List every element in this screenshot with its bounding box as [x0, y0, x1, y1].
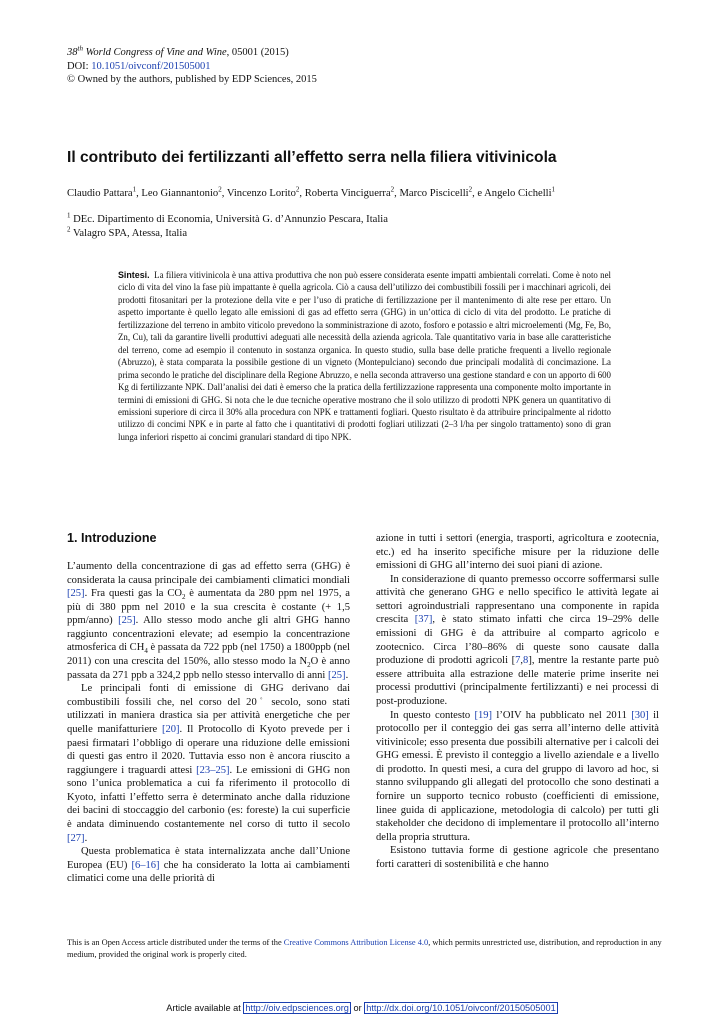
doi-label: DOI: — [67, 60, 92, 72]
edp-link[interactable]: http://oiv.edpsciences.org — [245, 1003, 349, 1013]
paragraph: In questo contesto [19] l’OIV ha pubblicato nel 2011 [30] il protocollo per il conteggio dei gas serra all’interno delle attività vitivinicole; esso presenta due possibili alternative per i calcoli dei GHG emessi. È previsto il conteggio a livello aziendale e a livello di prodotto. In questi mesi, a cura del gruppo di lavoro ad hoc, si stanno sviluppando gli allegati del protocollo che sono destinati a fornire un supporto tecnico robusto (coefficienti di emissione, linee guida di applicazione, metodologia di calcolo) per tutti gli stakeholder che decidono di implementare il protocollo all’interno della propria struttura. — [376, 709, 659, 843]
left-column — [67, 560, 350, 886]
citation-link[interactable]: [25] — [118, 615, 136, 627]
citation-link[interactable]: [27] — [67, 832, 85, 844]
author-name: Leo Giannantonio — [141, 188, 219, 199]
journal-header — [67, 46, 317, 87]
citation-link[interactable]: 8 — [523, 655, 529, 667]
author-name: Roberta Vinciguerra — [304, 188, 391, 199]
author-affiliation-mark: 2 — [295, 185, 300, 194]
citation-link[interactable]: [19] — [474, 709, 493, 721]
doi-link[interactable]: 10.1051/oivconf/201505001 — [91, 60, 211, 72]
citation-link[interactable]: [25] — [67, 588, 85, 600]
congress-name: World Congress of Vine and Wine — [85, 47, 227, 58]
paragraph: Questa problematica è stata internalizzata anche dall’Unione Europea (EU) [6–16] che ha considerato la lotta ai cambiamenti climatici come una delle priorità di — [67, 846, 350, 885]
citation-link[interactable]: [30] — [631, 709, 649, 721]
affiliation-line: $^1$ DEc. Dipartimento di Economia, Università G. d’Annunzio Pescara, Italia — [67, 211, 388, 225]
citation-link[interactable]: [37] — [414, 614, 433, 626]
right-column — [376, 532, 659, 871]
affiliation-line: $^2$ Valagro SPA, Atessa, Italia — [67, 224, 188, 239]
paragraph: L’aumento della concentrazione di gas ad effetto serra (GHG) è considerata la causa principale dei cambiamenti climatici mondiali [25]. Fra questi gas la $CO_2$ è aumentata da 280 ppm nel 1975, a più di 380 ppm nel 2010 e la sua crescita è costante (+ 1,5 ppm/anno) [25]. Allo stesso modo anche gli altri GHG hanno raggiunto concentrazioni elevate; ad esempio la concentrazione atmosferica di $CH_4$ è passata da 722 ppb (nel 1750) a 1800ppb (nel 2011) con una crescita del 150%, allo stesso modo la $N_2O$ è anno passata da 271 ppb a 324,2 ppb nello stesso intervallo di anni [25]. — [67, 561, 350, 681]
license-link[interactable]: Creative Commons Attribution License 4.0 — [283, 938, 429, 947]
paper-title: Il contributo dei fertilizzanti all’effetto serra nella filiera vitivinicola — [67, 149, 557, 166]
citation-link[interactable]: [23–25] — [196, 764, 230, 776]
section-heading: 1. Introduzione — [67, 531, 157, 545]
license-footnote: This is an Open Access article distributed under the terms of the Creative Commons Attribution License 4.0, which permits unrestricted use, distribution, and reproduction in any medium, provided the original work is properly cited. — [67, 938, 662, 959]
edition-suffix: th — [77, 44, 83, 53]
author-list: Claudio Pattara$^1$, Leo Giannantonio$^2$, Vincenzo Lorito$^2$, Roberta Vinciguerra$^2$, Marco Piscicelli$^2$, e Angelo Cichelli$^1$ — [67, 185, 556, 199]
paragraph: In considerazione di quanto premesso occorre soffermarsi sulle attività che generano GHG e nello specifico le attività legate ai settori agroindustriali rappresentano una componente in rapida crescita [37], è stato stimato infatti che circa 19–29% delle emissioni di GHG è da attribuire al comparto agricolo e zootecnico. Circa l’80–86% di queste sono causate dalla produzione di prodotti agricoli [7,8], mentre la restante parte può essere attribuita alla estrazione delle materie prime inserite nei processi produttivi (principalmente fertilizzanti) e nei processi di post-produzione. — [376, 573, 659, 707]
article-number: , 05001 (2015) — [226, 47, 289, 58]
citation-link[interactable]: [25] — [328, 669, 346, 681]
author-affiliation-mark: 2 — [218, 185, 222, 194]
abstract-label: Sintesi. — [118, 270, 150, 280]
author-affiliation-mark: 2 — [468, 185, 473, 194]
citation-link[interactable]: [6–16] — [131, 859, 160, 871]
author-affiliation-mark: 1 — [132, 185, 137, 194]
copyright-line: © Owned by the authors, published by EDP Sciences, 2015 — [67, 74, 317, 85]
edition-number: 38 — [67, 47, 78, 58]
doi-line — [67, 60, 317, 74]
affiliations — [67, 213, 388, 240]
abstract-text: La filiera vitivinicola è una attiva produttiva che non può essere considerata esente impatti ambientali correlati. Come è noto nel ciclo di vita del vino la fase più impattante è quella agricola. Ciò a causa dell’utilizzo dei combustibili fossili per i macchinari agricoli, dei prodotti fitosanitari per la protezione della vite e per l’uso di pratiche di fertilizzazione per il mantenimento di alte rese per ettaro. Un aspetto importante è quello legato alle emissioni di gas ad effetto serra (GHG) in un’ottica di ciclo di vita del prodotto. Le pratiche di fertilizzazione del terreno in ambito viticolo prevedono la somministrazione di azoto, fosforo e potassio e altri microelementi (Mg, Fe, Bo, Zn, Cu), tali da garantire livelli produttivi adeguati alle necessità della azienda agricola. Tale quantitativo varia in base alle caratteristiche del terreno, come ad esempio il contenuto in sostanza organica. In questo studio, sulla base delle pratiche frequenti a livello regionale (Abruzzo), è stata comparata la possibile gestione di un vigneto (Montepulciano) secondo due principali modalità di concimazione. La prima secondo le pratiche del disciplinare della Regione Abruzzo, e nella seconda attraverso una gestione standard e con un apporto di 600 Kg di fertilizzante NPK. Dall’analisi dei dati è emerso che la pratica della fertilizzazione rappresenta una componente molto importante in termini di emissioni di GHG. Si nota che le due tecniche operative mostrano che il solo utilizzo di prodotti NPK genera un quantitativo di emissioni superiore di circa il 30% alla procedura con NPK e trattamenti fogliari. Questo risultato è da attribuire principalmente al ridotto utilizzo di concimi NPK e in parte al fatto che i quantitativi di prodotti fogliari utilizzati (2–3 l/ha per singolo trattamento) sono di gran lunga inferiori rispetto ai concimi granulari standard di tipo NPK. — [118, 270, 612, 442]
availability-line: Article available at http://oiv.edpsciences.org or http://dx.doi.org/10.1051/oivconf/20150505001 — [166, 1003, 556, 1013]
paragraph: Esistono tuttavia forme di gestione agricole che presentano forti caratteri di sostenibilità e che hanno — [376, 845, 659, 870]
paragraph: Le principali fonti di emissione di GHG derivano dai combustibili fossili che, nel corso del 20◦ secolo, sono stati utilizzati in maniera drastica sia per attività energetiche che per quelle manifatturiere [20]. Il Protocollo di Kyoto prevede per i paesi firmatari l’obbligo di operare una riduzione delle emissioni di questi gas entro il 2020. Tuttavia esso non è ancora riuscito a raggiungere i traguardi attesi [23–25]. Le emissioni di GHG non sono l’unica problematica a cui fa riferimento il protocollo di Kyoto, infatti l’effetto serra è determinato anche dalla riduzione dei bacini di stoccaggio del carbonio (es: foreste) la cui superficie è andata diminuendo costantemente nel corso di tutto il secolo [27]. — [67, 683, 351, 844]
author-name: Vincenzo Lorito — [226, 188, 296, 199]
author-affiliation-mark: 2 — [390, 185, 395, 194]
doi-url-link[interactable]: http://dx.doi.org/10.1051/oivconf/20150505001 — [366, 1003, 556, 1013]
citation-link[interactable]: 7 — [515, 655, 521, 667]
author-name: Marco Piscicelli — [399, 188, 469, 199]
author-name: Angelo Cichelli — [484, 188, 552, 199]
abstract — [118, 269, 611, 443]
author-name: Claudio Pattara — [67, 188, 133, 199]
congress-line — [67, 46, 317, 60]
author-affiliation-mark: 1 — [551, 185, 556, 194]
paragraph: azione in tutti i settori (energia, trasporti, agricoltura e zootecnia, etc.) ed ha inserito specifiche misure per la riduzione delle emissioni di GHG all’interno dei suoi piani di azione. — [376, 533, 659, 572]
citation-link[interactable]: [20] — [161, 723, 180, 735]
